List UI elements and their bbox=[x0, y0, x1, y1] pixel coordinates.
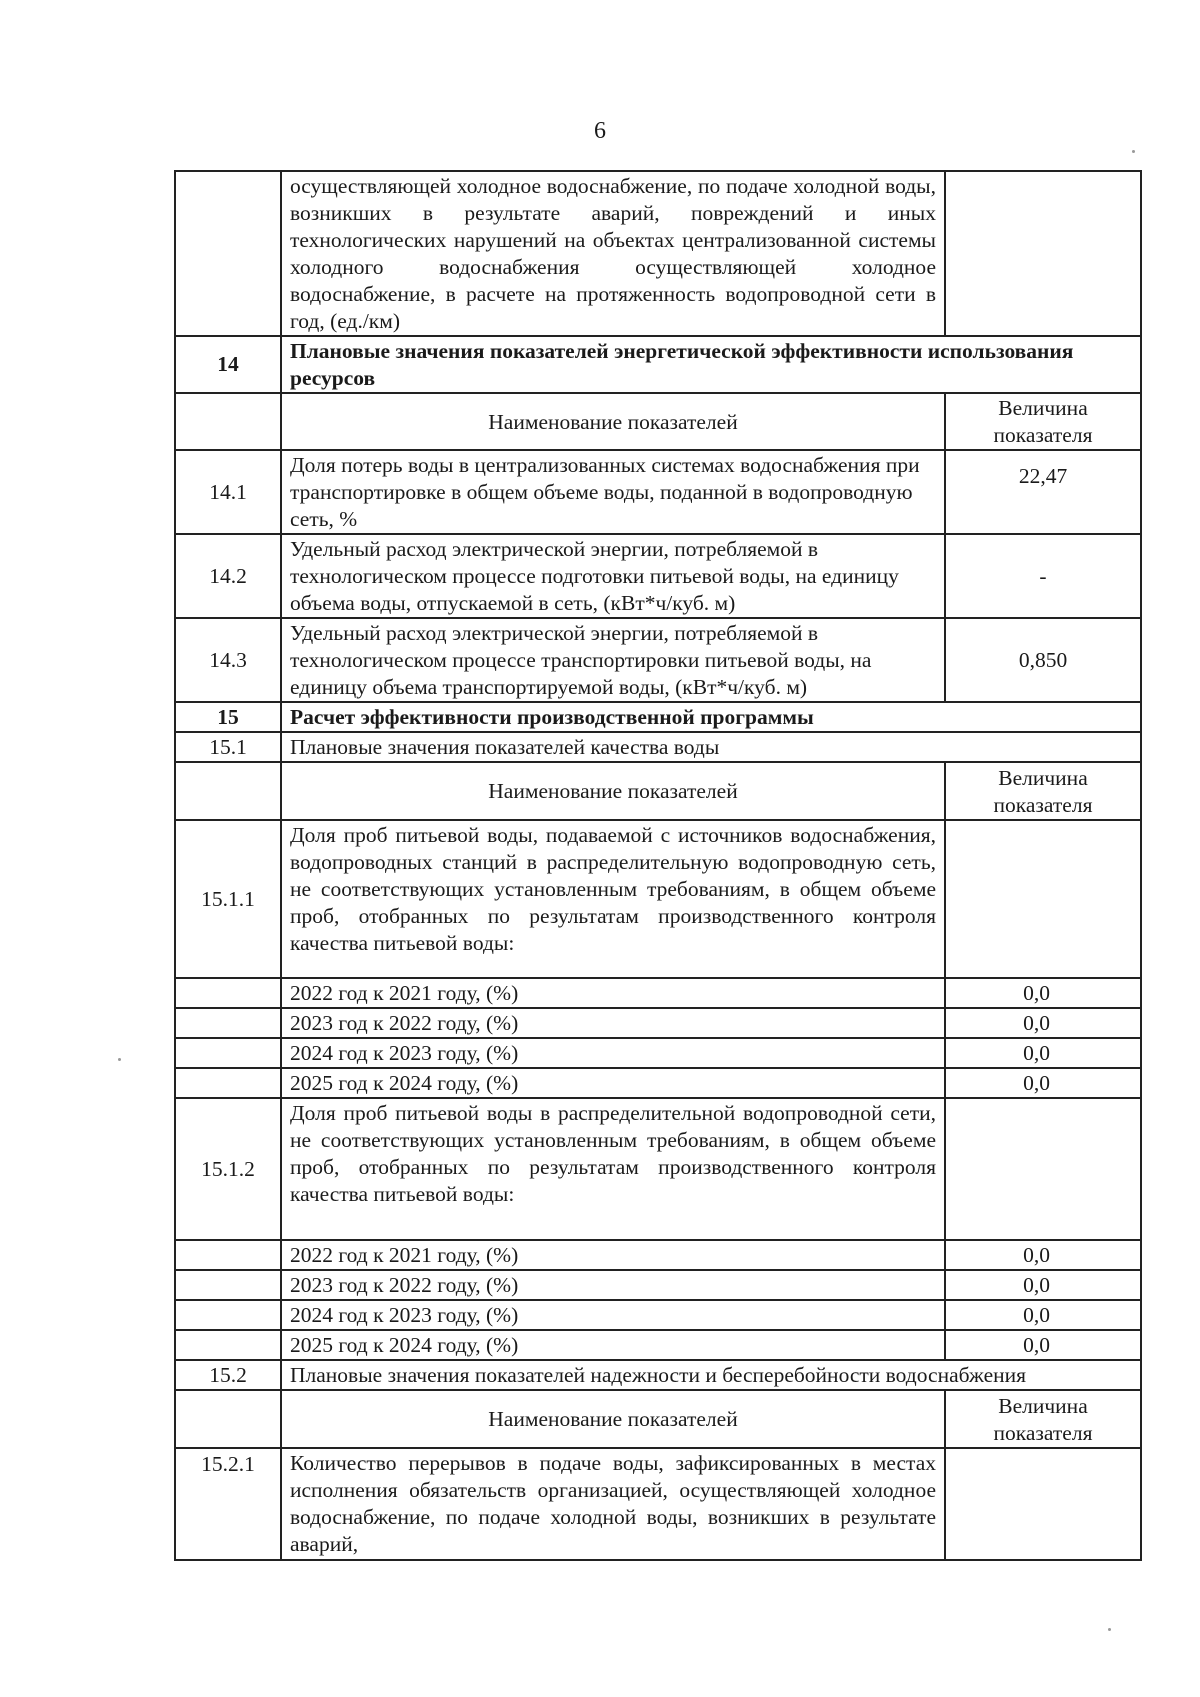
section-15-2-col-header bbox=[175, 1390, 1141, 1448]
year-row bbox=[175, 978, 1141, 1008]
section-15-num: 15 bbox=[175, 702, 281, 732]
section-15-1-col-header bbox=[175, 762, 1141, 820]
scan-speck bbox=[1132, 150, 1135, 153]
col-value-header: Величина показателя bbox=[945, 393, 1141, 450]
row-num: 14.3 bbox=[175, 618, 281, 702]
year-label: 2024 год к 2023 году, (%) bbox=[281, 1038, 945, 1068]
year-value: 0,0 bbox=[945, 1240, 1141, 1270]
section-15-title: Расчет эффективности производственной программы bbox=[281, 702, 1141, 732]
row-num: 15.1.1 bbox=[175, 820, 281, 978]
year-label: 2025 год к 2024 году, (%) bbox=[281, 1330, 945, 1360]
carryover-value bbox=[945, 171, 1141, 336]
year-value: 0,0 bbox=[945, 1068, 1141, 1098]
table-row bbox=[175, 1098, 1141, 1240]
scan-speck bbox=[118, 1058, 121, 1061]
year-value: 0,0 bbox=[945, 1300, 1141, 1330]
year-row bbox=[175, 1240, 1141, 1270]
section-15-1-header bbox=[175, 732, 1141, 762]
section-14-header bbox=[175, 336, 1141, 393]
row-value bbox=[945, 1098, 1141, 1240]
table-row bbox=[175, 820, 1141, 978]
section-15-2-header bbox=[175, 1360, 1141, 1390]
col-value-header: Величина показателя bbox=[945, 1390, 1141, 1448]
row-text: Удельный расход электрической энергии, потребляемой в технологическом процессе подготовки питьевой воды, на единицу объема воды, отпускаемой в сеть, (кВт*ч/куб. м) bbox=[281, 534, 945, 618]
year-row bbox=[175, 1068, 1141, 1098]
row-text: Удельный расход электрической энергии, потребляемой в технологическом процессе транспортировки питьевой воды, на единицу объема транспортируемой воды, (кВт*ч/куб. м) bbox=[281, 618, 945, 702]
scan-speck bbox=[1108, 1628, 1111, 1631]
year-row bbox=[175, 1330, 1141, 1360]
row-text: Доля проб питьевой воды в распределительной водопроводной сети, не соответствующих установленным требованиям, в общем объеме проб, отобранных по результатам производственного контроля качества питьевой воды: bbox=[281, 1098, 945, 1240]
section-15-header bbox=[175, 702, 1141, 732]
table-row bbox=[175, 534, 1141, 618]
row-num: 15.2.1 bbox=[175, 1448, 281, 1560]
section-15-2-title: Плановые значения показателей надежности и бесперебойности водоснабжения bbox=[281, 1360, 1141, 1390]
section-14-title: Плановые значения показателей энергетической эффективности использования ресурсов bbox=[281, 336, 1141, 393]
year-value: 0,0 bbox=[945, 1038, 1141, 1068]
year-row bbox=[175, 1300, 1141, 1330]
carryover-text: осуществляющей холодное водоснабжение, по подаче холодной воды, возникших в результате аварий, повреждений и иных технологических нарушений на объектах централизованной системы холодного водоснабжения осуществляющей холодное водоснабжение, в расчете на протяженность водопроводной сети в год, (ед./км) bbox=[281, 171, 945, 336]
year-label: 2024 год к 2023 году, (%) bbox=[281, 1300, 945, 1330]
table-row bbox=[175, 618, 1141, 702]
row-value: 0,850 bbox=[945, 618, 1141, 702]
row-value bbox=[945, 1448, 1141, 1560]
year-label: 2022 год к 2021 году, (%) bbox=[281, 1240, 945, 1270]
year-value: 0,0 bbox=[945, 1330, 1141, 1360]
carryover-row bbox=[175, 171, 1141, 336]
col-name-header: Наименование показателей bbox=[281, 762, 945, 820]
section-14-num: 14 bbox=[175, 336, 281, 393]
year-row bbox=[175, 1270, 1141, 1300]
year-label: 2025 год к 2024 году, (%) bbox=[281, 1068, 945, 1098]
year-value: 0,0 bbox=[945, 1008, 1141, 1038]
section-15-1-title: Плановые значения показателей качества воды bbox=[281, 732, 1141, 762]
section-15-2-num: 15.2 bbox=[175, 1360, 281, 1390]
year-row bbox=[175, 1038, 1141, 1068]
row-text: Доля проб питьевой воды, подаваемой с источников водоснабжения, водопроводных станций в распределительную водопроводную сеть, не соответствующих установленным требованиям, в общем объеме проб, отобранных по результатам производственного контроля качества питьевой воды: bbox=[281, 820, 945, 978]
row-value: - bbox=[945, 534, 1141, 618]
page-number: 6 bbox=[594, 118, 606, 144]
year-value: 0,0 bbox=[945, 978, 1141, 1008]
section-15-1-num: 15.1 bbox=[175, 732, 281, 762]
year-value: 0,0 bbox=[945, 1270, 1141, 1300]
row-value: 22,47 bbox=[945, 450, 1141, 534]
row-text: Доля потерь воды в централизованных системах водоснабжения при транспортировке в общем объеме воды, поданной в водопроводную сеть, % bbox=[281, 450, 945, 534]
row-num: 14.1 bbox=[175, 450, 281, 534]
section-14-col-header bbox=[175, 393, 1141, 450]
row-value bbox=[945, 820, 1141, 978]
year-label: 2022 год к 2021 году, (%) bbox=[281, 978, 945, 1008]
col-name-header: Наименование показателей bbox=[281, 393, 945, 450]
table-row bbox=[175, 1448, 1141, 1560]
table-row bbox=[175, 450, 1141, 534]
col-name-header: Наименование показателей bbox=[281, 1390, 945, 1448]
row-text: Количество перерывов в подаче воды, зафиксированных в местах исполнения обязательств организацией, осуществляющей холодное водоснабжение, по подаче холодной воды, возникших в результате аварий, bbox=[281, 1448, 945, 1560]
year-label: 2023 год к 2022 году, (%) bbox=[281, 1270, 945, 1300]
year-label: 2023 год к 2022 году, (%) bbox=[281, 1008, 945, 1038]
indicators-table bbox=[174, 170, 1142, 1561]
year-row bbox=[175, 1008, 1141, 1038]
col-value-header: Величина показателя bbox=[945, 762, 1141, 820]
row-num: 15.1.2 bbox=[175, 1098, 281, 1240]
carryover-num bbox=[175, 171, 281, 336]
row-num: 14.2 bbox=[175, 534, 281, 618]
